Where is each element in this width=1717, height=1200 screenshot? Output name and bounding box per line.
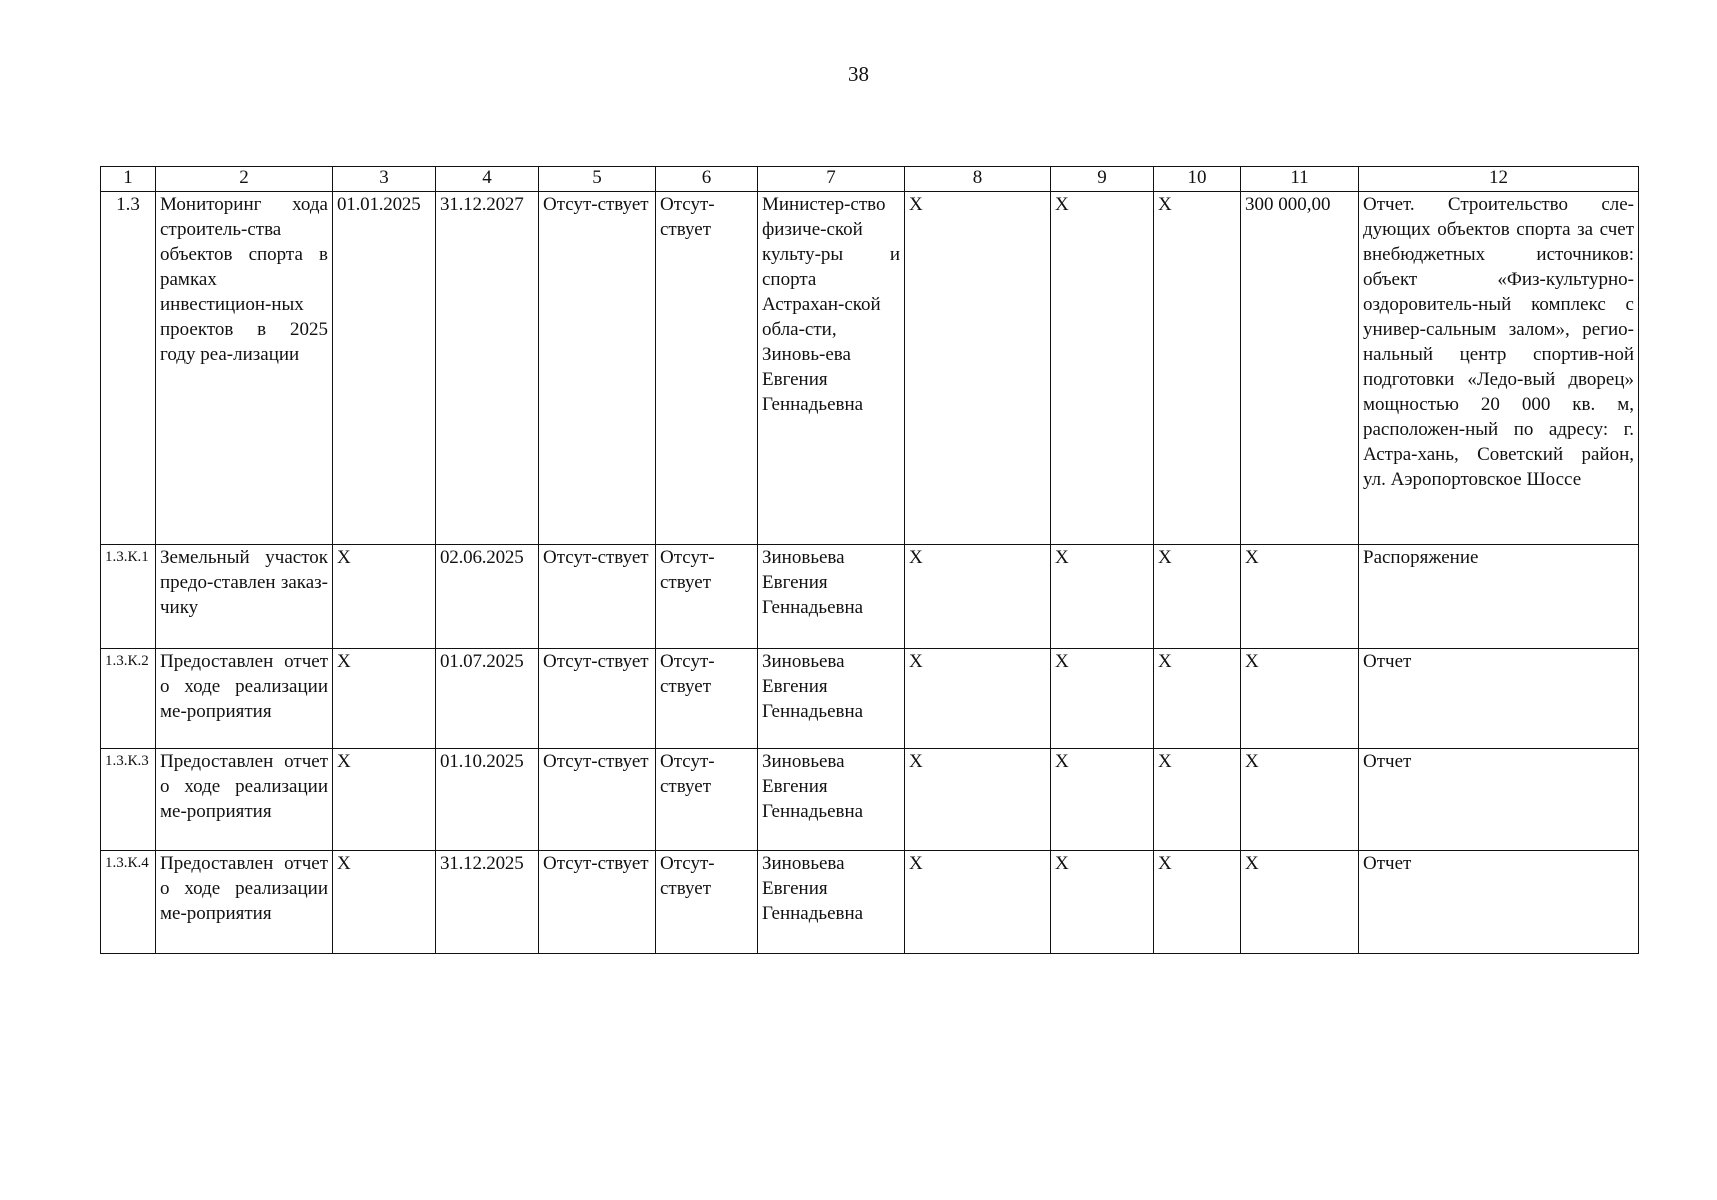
column-header: 12	[1359, 167, 1639, 192]
amount: X	[1241, 649, 1359, 749]
column-8-value: X	[905, 192, 1051, 545]
result-description: Отчет	[1359, 851, 1639, 954]
amount: 300 000,00	[1241, 192, 1359, 545]
task-name: Предоставлен отчет о ходе реализации ме-роприятия	[156, 851, 333, 954]
column-5-value: Отсут-ствует	[539, 749, 656, 851]
result-description: Распоряжение	[1359, 545, 1639, 649]
column-header: 5	[539, 167, 656, 192]
column-8-value: X	[905, 649, 1051, 749]
end-date: 01.07.2025	[436, 649, 539, 749]
end-date: 01.10.2025	[436, 749, 539, 851]
column-header: 10	[1154, 167, 1241, 192]
column-header: 8	[905, 167, 1051, 192]
end-date: 31.12.2027	[436, 192, 539, 545]
plan-table	[100, 166, 1639, 954]
column-8-value: X	[905, 545, 1051, 649]
column-5-value: Отсут-ствует	[539, 192, 656, 545]
row-number: 1.3.К.3	[101, 749, 156, 851]
column-10-value: X	[1154, 649, 1241, 749]
start-date: X	[333, 649, 436, 749]
responsible: Министер-ство физиче-ской культу-ры и спорта Астрахан-ской обла-сти, Зиновь-ева Евгения Геннадьевна	[758, 192, 905, 545]
result-description: Отчет	[1359, 649, 1639, 749]
start-date: X	[333, 851, 436, 954]
column-header: 9	[1051, 167, 1154, 192]
column-10-value: X	[1154, 749, 1241, 851]
column-9-value: X	[1051, 192, 1154, 545]
table-row	[101, 851, 1639, 954]
end-date: 31.12.2025	[436, 851, 539, 954]
header-row	[101, 167, 1639, 192]
start-date: X	[333, 545, 436, 649]
table-row	[101, 192, 1639, 545]
responsible: Зиновьева Евгения Геннадьевна	[758, 649, 905, 749]
row-number: 1.3.К.2	[101, 649, 156, 749]
column-10-value: X	[1154, 192, 1241, 545]
start-date: X	[333, 749, 436, 851]
responsible: Зиновьева Евгения Геннадьевна	[758, 545, 905, 649]
column-6-value: Отсут-ствует	[656, 192, 758, 545]
column-10-value: X	[1154, 545, 1241, 649]
column-header: 7	[758, 167, 905, 192]
row-number: 1.3.К.4	[101, 851, 156, 954]
column-6-value: Отсут-ствует	[656, 749, 758, 851]
column-5-value: Отсут-ствует	[539, 649, 656, 749]
column-9-value: X	[1051, 545, 1154, 649]
column-5-value: Отсут-ствует	[539, 545, 656, 649]
task-name: Предоставлен отчет о ходе реализации ме-роприятия	[156, 649, 333, 749]
column-header: 1	[101, 167, 156, 192]
table-row	[101, 545, 1639, 649]
amount: X	[1241, 851, 1359, 954]
task-name: Земельный участок предо-ставлен заказ-чику	[156, 545, 333, 649]
result-description: Отчет. Строительство сле-дующих объектов спорта за счет внебюджетных источников: объект «Физ-культурно-оздоровитель-ный комплекс с универ-сальным залом», регио-нальный центр спортив-ной подготовки «Ледо-вый дворец» мощностью 20 000 кв. м, расположен-ный по адресу: г. Астра-хань, Советский район, ул. Аэропортовское Шоссе	[1359, 192, 1639, 545]
column-8-value: X	[905, 749, 1051, 851]
task-name: Мониторинг хода строитель-ства объектов спорта в рамках инвестицион-ных проектов в 2025 году реа-лизации	[156, 192, 333, 545]
row-number: 1.3	[101, 192, 156, 545]
responsible: Зиновьева Евгения Геннадьевна	[758, 749, 905, 851]
column-9-value: X	[1051, 649, 1154, 749]
column-header: 11	[1241, 167, 1359, 192]
task-name: Предоставлен отчет о ходе реализации ме-роприятия	[156, 749, 333, 851]
table-row	[101, 749, 1639, 851]
column-8-value: X	[905, 851, 1051, 954]
column-9-value: X	[1051, 851, 1154, 954]
column-9-value: X	[1051, 749, 1154, 851]
column-5-value: Отсут-ствует	[539, 851, 656, 954]
end-date: 02.06.2025	[436, 545, 539, 649]
column-header: 6	[656, 167, 758, 192]
column-header: 2	[156, 167, 333, 192]
column-10-value: X	[1154, 851, 1241, 954]
row-number: 1.3.К.1	[101, 545, 156, 649]
result-description: Отчет	[1359, 749, 1639, 851]
column-6-value: Отсут-ствует	[656, 545, 758, 649]
column-header: 3	[333, 167, 436, 192]
column-header: 4	[436, 167, 539, 192]
page-number: 38	[848, 62, 869, 86]
start-date: 01.01.2025	[333, 192, 436, 545]
responsible: Зиновьева Евгения Геннадьевна	[758, 851, 905, 954]
amount: X	[1241, 749, 1359, 851]
amount: X	[1241, 545, 1359, 649]
column-6-value: Отсут-ствует	[656, 851, 758, 954]
table-row	[101, 649, 1639, 749]
column-6-value: Отсут-ствует	[656, 649, 758, 749]
